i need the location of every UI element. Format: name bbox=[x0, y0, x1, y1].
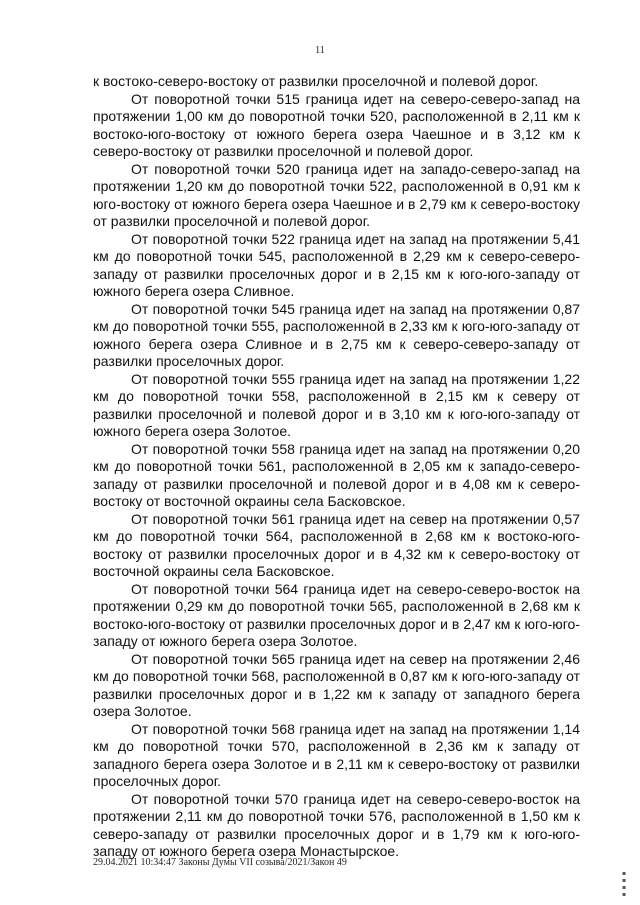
paragraph-point-568: От поворотной точки 568 граница идет на запад на протяжении 1,14 км до поворотной точки 570, расположенной в 2,36 км к западу от западного берега озера Золотое и в 2,11 км к северо-востоку от развилки проселочных дорог. bbox=[93, 720, 580, 789]
paragraph-point-515: От поворотной точки 515 граница идет на северо-северо-запад на протяжении 1,00 км до поворотной точки 520, расположенной в 2,11 км к востоко-юго-востоку от южного берега озера Чаешное и в 3,12 км к северо-востоку от развилки проселочной и полевой дорог. bbox=[93, 90, 580, 159]
paragraph-point-561: От поворотной точки 561 граница идет на север на протяжении 0,57 км до поворотной точки 564, расположенной в 2,68 км к востоко-юго-востоку от развилки проселочных дорог и в 4,32 км к северо-востоку от восточной окраины села Басковское. bbox=[93, 510, 580, 579]
margin-barcode-mark: ▪ ▪ ▪ ▪ bbox=[621, 870, 627, 898]
paragraph-point-570: От поворотной точки 570 граница идет на северо-северо-восток на протяжении 2,11 км до поворотной точки 576, расположенной в 1,50 км к северо-западу от развилки проселочных дорог и в 1,79 км к юго-юго-западу от южного берега озера Монастырское. bbox=[93, 790, 580, 859]
paragraph-point-520: От поворотной точки 520 граница идет на западо-северо-запад на протяжении 1,20 км до поворотной точки 522, расположенной в 0,91 км к юго-востоку от южного берега озера Чаешное и в 2,79 км к северо-востоку от развилки проселочной и полевой дорог. bbox=[93, 160, 580, 229]
document-body bbox=[93, 73, 580, 861]
paragraph-point-545: От поворотной точки 545 граница идет на запад на протяжении 0,87 км до поворотной точки 555, расположенной в 2,33 км к юго-юго-западу от южного берега озера Сливное и в 2,75 км к северо-северо-западу от развилки проселочных дорог. bbox=[93, 300, 580, 369]
paragraph-point-522: От поворотной точки 522 граница идет на запад на протяжении 5,41 км до поворотной точки 545, расположенной в 2,29 км к северо-северо-западу от развилки проселочных дорог и в 2,15 км к юго-юго-западу от южного берега озера Сливное. bbox=[93, 230, 580, 299]
paragraph-point-564: От поворотной точки 564 граница идет на северо-северо-восток на протяжении 0,29 км до поворотной точки 565, расположенной в 2,68 км к востоко-юго-востоку от развилки проселочных дорог и в 2,47 км к юго-юго-западу от южного берега озера Золотое. bbox=[93, 580, 580, 649]
paragraph-point-558: От поворотной точки 558 граница идет на запад на протяжении 0,20 км до поворотной точки 561, расположенной в 2,05 км к западо-северо-западу от развилки проселочной и полевой дорог и в 4,08 км к северо-востоку от восточной окраины села Басковское. bbox=[93, 440, 580, 509]
paragraph-continuation: к востоко-северо-востоку от развилки проселочной и полевой дорог. bbox=[93, 73, 539, 89]
document-footer: 29.04.2021 10:34:47 Законы Думы VII созыва/2021/Закон 49 bbox=[93, 857, 347, 868]
paragraph-point-565: От поворотной точки 565 граница идет на север на протяжении 2,46 км до поворотной точки 568, расположенной в 0,87 км к юго-юго-западу от развилки проселочных дорог и в 1,22 км к западу от западного берега озера Золотое. bbox=[93, 650, 580, 719]
page-number: 11 bbox=[315, 45, 325, 56]
paragraph-point-555: От поворотной точки 555 граница идет на запад на протяжении 1,22 км до поворотной точки 558, расположенной в 2,15 км к северу от развилки проселочной и полевой дорог и в 3,10 км к юго-юго-западу от южного берега озера Золотое. bbox=[93, 370, 580, 439]
